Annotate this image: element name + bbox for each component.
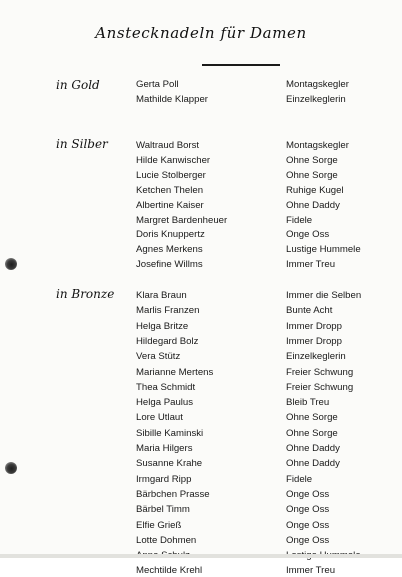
club-name: Fidele (286, 214, 313, 226)
title-underline (202, 64, 280, 66)
list-item (0, 534, 402, 547)
club-name: Ohne Daddy (286, 458, 340, 470)
list-item (0, 184, 402, 197)
list-item (0, 169, 402, 182)
list-item (0, 503, 402, 516)
club-name: Immer Treu (286, 259, 336, 271)
member-name: Ketchen Thelen (136, 184, 204, 196)
list-item (0, 427, 402, 440)
list-item (0, 304, 402, 317)
club-name: Freier Schwung (286, 381, 354, 393)
list-item (0, 320, 402, 333)
page-title: Anstecknadeln für Damen (95, 24, 307, 42)
member-name: Josefine Willms (136, 259, 203, 271)
club-name: Onge Oss (286, 519, 330, 531)
member-name: Margret Bardenheuer (136, 214, 228, 226)
list-item (0, 139, 402, 152)
club-name: Ohne Sorge (286, 169, 338, 181)
member-name: Hilde Kanwischer (136, 154, 211, 166)
club-name: Immer Dropp (286, 320, 342, 332)
club-name: Bleib Treu (286, 397, 330, 409)
club-name: Ohne Sorge (286, 412, 338, 424)
list-item (0, 214, 402, 227)
list-item (0, 228, 402, 241)
list-item (0, 243, 402, 256)
list-item (0, 381, 402, 394)
member-name: Irmgard Ripp (136, 473, 192, 485)
club-name: Freier Schwung (286, 366, 354, 378)
list-item (0, 442, 402, 455)
member-name: Agnes Merkens (136, 244, 203, 256)
club-name: Onge Oss (286, 229, 330, 241)
list-item (0, 564, 402, 577)
club-name: Immer die Selben (286, 290, 362, 301)
member-name: Gerta Poll (136, 79, 179, 90)
member-name: Helga Paulus (136, 397, 194, 409)
member-name: Mechtilde Krehl (136, 565, 203, 577)
list-item (0, 473, 402, 486)
club-name: Onge Oss (286, 488, 330, 500)
club-name: Einzelkeglerin (286, 351, 346, 363)
member-name: Mathilde Klapper (136, 94, 208, 106)
section-label-silber: in Silber (56, 137, 108, 151)
club-name: Bunte Acht (286, 305, 333, 317)
member-name: Hildegard Bolz (136, 335, 199, 347)
member-name: Elfie Grieß (136, 519, 182, 531)
club-name: Immer Treu (286, 565, 336, 577)
list-item (0, 78, 402, 91)
list-item (0, 366, 402, 379)
club-name: Ohne Sorge (286, 154, 338, 166)
section-label-bronze: in Bronze (56, 287, 115, 301)
member-name: Lotte Dohmen (136, 534, 197, 546)
list-item (0, 258, 402, 271)
member-name: Sibille Kaminski (136, 427, 204, 439)
club-name: Montagskegler (286, 79, 349, 90)
list-item (0, 335, 402, 348)
list-item (0, 350, 402, 363)
member-name: Susanne Krahe (136, 458, 203, 470)
section-label-gold: in Gold (56, 78, 100, 92)
club-name: Ohne Daddy (286, 199, 340, 211)
member-name: Waltraud Borst (136, 140, 200, 151)
member-name: Albertine Kaiser (136, 199, 204, 211)
member-name: Helga Britze (136, 320, 189, 332)
club-name: Ruhige Kugel (286, 184, 344, 196)
club-name: Fidele (286, 473, 313, 485)
list-item (0, 289, 402, 302)
member-name: Marianne Mertens (136, 366, 214, 378)
member-name: Marlis Franzen (136, 305, 200, 317)
list-item (0, 396, 402, 409)
member-name: Thea Schmidt (136, 381, 196, 393)
club-name: Montagskegler (286, 140, 349, 151)
member-name: Klara Braun (136, 290, 187, 301)
member-name: Bärbel Timm (136, 504, 190, 516)
member-name: Bärbchen Prasse (136, 488, 210, 500)
list-item (0, 199, 402, 212)
club-name: Onge Oss (286, 504, 330, 516)
list-item (0, 411, 402, 424)
member-name: Maria Hilgers (136, 443, 193, 454)
list-item (0, 488, 402, 501)
list-item (0, 519, 402, 532)
page-bottom-edge (0, 554, 402, 558)
club-name: Ohne Daddy (286, 443, 340, 454)
club-name: Onge Oss (286, 534, 330, 546)
club-name: Immer Dropp (286, 335, 342, 347)
club-name: Lustige Hummele (286, 244, 361, 256)
punch-hole (5, 258, 17, 270)
list-item (0, 93, 402, 106)
club-name: Einzelkeglerin (286, 94, 346, 106)
list-item (0, 154, 402, 167)
member-name: Lore Utlaut (136, 412, 183, 424)
club-name: Ohne Sorge (286, 427, 338, 439)
member-name: Vera Stütz (136, 351, 181, 363)
member-name: Doris Knuppertz (136, 229, 205, 241)
punch-hole (5, 462, 17, 474)
member-name: Lucie Stolberger (136, 169, 206, 181)
list-item (0, 457, 402, 470)
